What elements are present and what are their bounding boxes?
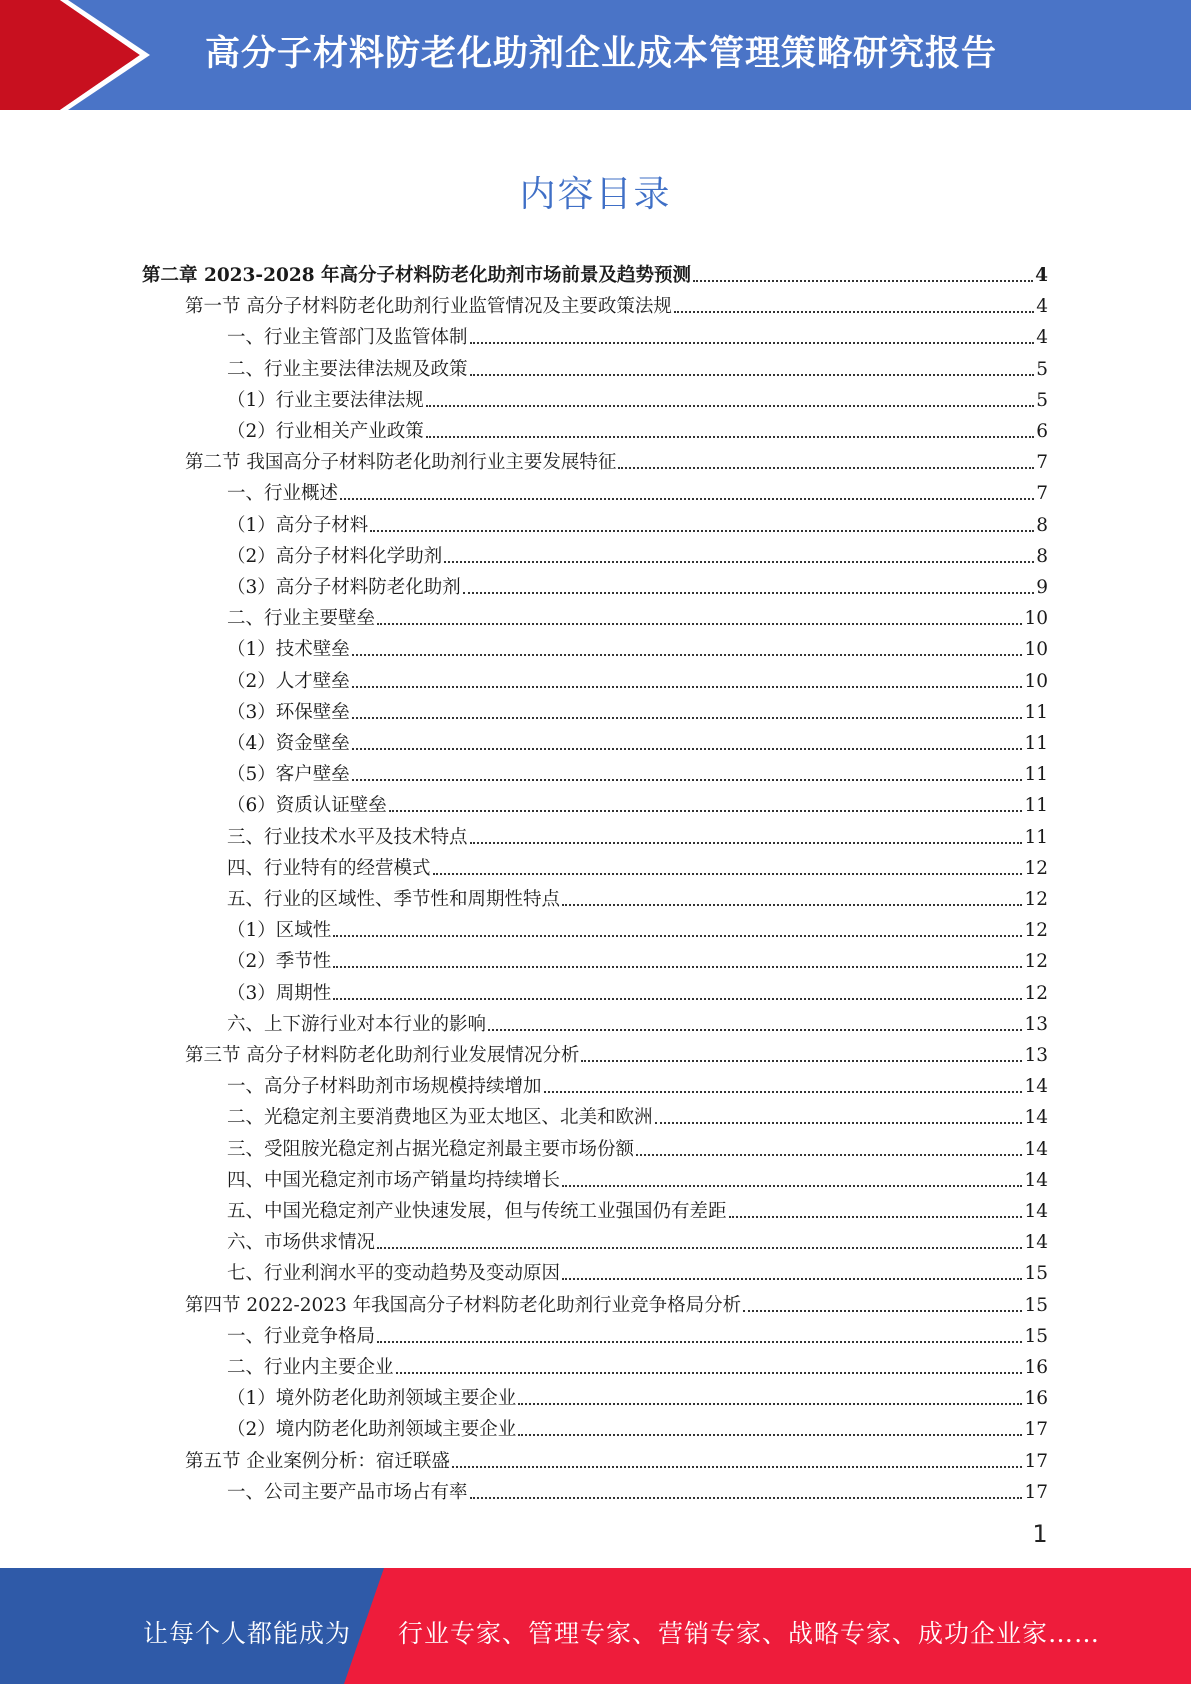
toc-entry-title: （2）境内防老化助剂领域主要企业 [227,1419,517,1441]
toc-entry-page: 9 [1036,577,1048,598]
toc-entry-title: 一、高分子材料助剂市场规模持续增加 [227,1076,542,1098]
report-title: 高分子材料防老化助剂企业成本管理策略研究报告 [205,34,998,74]
toc-entry-page: 7 [1036,483,1048,505]
toc-entry-title: 第二节 我国高分子材料防老化助剂行业主要发展特征 [185,452,617,474]
toc-entry[interactable] [227,880,1048,911]
toc-entry-title: （1）行业主要法律法规 [227,389,424,411]
toc-entry[interactable] [227,630,1048,661]
toc-entry[interactable] [227,693,1048,724]
toc-entry[interactable] [227,1130,1048,1161]
toc-entry-title: （3）高分子材料防老化助剂 [227,577,461,598]
toc-entry-page: 11 [1024,795,1048,817]
toc-entry[interactable] [227,818,1048,849]
toc-leader-dots [562,1277,1022,1280]
toc-leader-dots [377,1246,1022,1249]
toc-entry-page: 17 [1024,1450,1048,1472]
toc-entry-title: （2）季节性 [227,951,332,973]
toc-leader-dots [340,497,1034,500]
toc-leader-dots [389,809,1023,812]
toc-leader-dots [470,373,1035,376]
toc-entry-title: 五、中国光稳定剂产业快速发展，但与传统工业强国仍有差距 [227,1201,727,1222]
toc-leader-dots [655,1121,1023,1124]
toc-entry[interactable] [227,1098,1048,1129]
toc-entry-page: 14 [1024,1076,1048,1098]
toc-entry-page: 15 [1024,1294,1048,1316]
toc-leader-dots [333,997,1022,1000]
toc-entry-title: 五、行业的区域性、季节性和周期性特点 [227,889,561,910]
toc-entry[interactable] [142,256,1048,287]
toc-entry[interactable] [227,1473,1048,1504]
toc-entry-title: （5）客户壁垒 [227,764,350,786]
toc-entry-page: 14 [1024,1107,1048,1129]
toc-entry-title: （2）人才壁垒 [227,670,350,692]
footer-slogan-right: 行业专家、管理专家、营销专家、战略专家、成功企业家…… [398,1619,1101,1648]
toc-leader-dots [352,716,1023,719]
toc-entry-title: 一、行业竞争格局 [227,1325,376,1347]
toc-entry-page: 17 [1024,1419,1048,1441]
toc-entry-title: （1）区域性 [227,920,332,942]
toc-leader-dots [352,653,1023,656]
toc-entry-title: 第四节 2022-2023 年我国高分子材料防老化助剂行业竞争格局分析 [185,1294,742,1316]
toc-entry-page: 8 [1036,545,1048,567]
toc-entry[interactable] [185,1442,1048,1473]
toc-entry-page: 15 [1024,1263,1048,1285]
toc-entry-title: （1）境外防老化助剂领域主要企业 [227,1388,517,1410]
toc-entry-title: 三、行业技术水平及技术特点 [227,826,468,848]
toc-entry[interactable] [227,849,1048,880]
toc-entry-title: 二、行业主要法律法规及政策 [227,358,468,380]
toc-entry[interactable] [185,443,1048,474]
toc-entry-title: 四、行业特有的经营模式 [227,857,431,879]
toc-heading: 内容目录 [519,174,672,215]
toc-entry-title: （3）周期性 [227,982,332,1004]
toc-leader-dots [518,1433,1022,1436]
toc-leader-dots [352,778,1023,781]
toc-leader-dots [463,591,1034,594]
toc-entry[interactable] [227,412,1048,443]
toc-entry-page: 5 [1036,389,1048,411]
toc-entry-page: 10 [1024,670,1048,692]
toc-entry-title: （1）技术壁垒 [227,639,350,661]
toc-leader-dots [693,279,1033,282]
toc-leader-dots [333,965,1022,968]
toc-entry-page: 5 [1036,358,1048,380]
toc-entry-title: 七、行业利润水平的变动趋势及变动原因 [227,1263,561,1285]
toc-entry-title: 二、光稳定剂主要消费地区为亚太地区、北美和欧洲 [227,1107,653,1129]
toc-entry-page: 12 [1024,889,1048,910]
toc-entry[interactable] [227,318,1048,349]
toc-entry-page: 10 [1024,608,1048,630]
toc-entry-page: 11 [1024,826,1048,848]
toc-entry-page: 11 [1024,733,1048,754]
toc-entry-page: 17 [1024,1481,1048,1503]
toc-entry[interactable] [227,755,1048,786]
toc-leader-dots [518,1402,1022,1405]
toc-entry-title: （3）环保壁垒 [227,701,350,723]
toc-entry-title: 一、行业概述 [227,483,339,505]
toc-entry[interactable] [185,1286,1048,1317]
toc-entry[interactable] [227,474,1048,505]
toc-entry-page: 14 [1024,1201,1048,1222]
toc-entry-title: 第一节 高分子材料防老化助剂行业监管情况及主要政策法规 [185,296,672,318]
toc-leader-dots [470,841,1023,844]
toc-leader-dots [470,341,1035,344]
toc-entry[interactable] [227,1379,1048,1410]
toc-entry-title: 二、行业内主要企业 [227,1357,394,1378]
toc-leader-dots [544,1090,1023,1093]
toc-leader-dots [396,1371,1023,1374]
toc-leader-dots [562,903,1022,906]
toc-entry[interactable] [227,1317,1048,1348]
toc-leader-dots [581,1059,1022,1062]
toc-entry-page: 10 [1024,639,1048,661]
toc-leader-dots [352,747,1023,750]
toc-entry[interactable] [227,1161,1048,1192]
toc-leader-dots [352,685,1023,688]
toc-entry-title: （2）高分子材料化学助剂 [227,545,443,567]
toc-entry-page: 13 [1024,1045,1048,1066]
toc-leader-dots [433,872,1023,875]
page-number: 1 [1032,1520,1048,1548]
toc-entry-title: （6）资质认证壁垒 [227,795,387,817]
toc-entry[interactable] [185,1036,1048,1067]
toc-entry-title: （4）资金壁垒 [227,733,350,754]
toc-entry-title: 第五节 企业案例分析：宿迁联盛 [185,1450,450,1472]
toc-entry-title: 六、市场供求情况 [227,1232,376,1254]
toc-leader-dots [444,560,1034,563]
toc-leader-dots [729,1215,1023,1218]
toc-leader-dots [426,435,1034,438]
toc-entry-title: 四、中国光稳定剂市场产销量均持续增长 [227,1169,561,1191]
toc-entry-page: 16 [1024,1388,1048,1410]
toc-entry[interactable] [227,350,1048,381]
toc-entry[interactable] [227,942,1048,973]
toc-entry[interactable] [227,1067,1048,1098]
toc-entry-page: 11 [1024,701,1048,723]
toc-leader-dots [618,466,1034,469]
toc-entry[interactable] [227,599,1048,630]
toc-entry-page: 4 [1035,265,1048,286]
footer-band [0,1568,1191,1684]
toc-entry[interactable] [227,568,1048,599]
toc-entry-page: 12 [1024,920,1048,942]
toc-entry-page: 12 [1024,982,1048,1004]
toc-entry[interactable] [227,381,1048,412]
toc-leader-dots [674,310,1034,313]
toc-entry-page: 12 [1024,951,1048,973]
toc-entry-title: （1）高分子材料 [227,514,369,536]
header-band [0,0,1191,110]
red-chevron-decoration [0,0,160,110]
toc-entry-page: 12 [1024,857,1048,879]
toc-leader-dots [743,1309,1022,1312]
toc-entry-title: 第三节 高分子材料防老化助剂行业发展情况分析 [185,1045,580,1066]
toc-entry[interactable] [227,1254,1048,1285]
toc-entry-page: 14 [1024,1232,1048,1254]
toc-leader-dots [333,934,1022,937]
toc-entry[interactable] [227,1348,1048,1379]
toc-entry-title: （2）行业相关产业政策 [227,421,424,442]
toc-entry-page: 14 [1024,1169,1048,1191]
toc-leader-dots [377,1340,1022,1343]
toc-entry[interactable] [185,287,1048,318]
toc-entry-title: 三、受阻胺光稳定剂占据光稳定剂最主要市场份额 [227,1138,635,1160]
toc-entry-page: 6 [1036,421,1048,442]
toc-entry[interactable] [227,662,1048,693]
toc-leader-dots [452,1465,1023,1468]
footer-slogan-left: 让每个人都能成为 [143,1619,352,1648]
toc-entry[interactable] [227,506,1048,537]
toc-leader-dots [426,404,1034,407]
toc-entry-page: 14 [1024,1138,1048,1160]
toc-entry-page: 13 [1024,1013,1048,1035]
toc-leader-dots [488,1028,1022,1031]
toc-entry-title: 第二章 2023-2028 年高分子材料防老化助剂市场前景及趋势预测 [142,265,692,286]
toc-leader-dots [562,1184,1022,1187]
toc-entry[interactable] [227,1192,1048,1223]
toc-leader-dots [370,529,1034,532]
toc-entry-page: 4 [1036,327,1048,349]
toc-entry-page: 15 [1024,1325,1048,1347]
toc-entry-title: 二、行业主要壁垒 [227,608,376,630]
toc-entry-title: 一、公司主要产品市场占有率 [227,1481,468,1503]
toc-entry-title: 一、行业主管部门及监管体制 [227,327,468,349]
toc-leader-dots [470,1496,1023,1499]
toc-entry-page: 11 [1024,764,1048,786]
toc-leader-dots [636,1153,1022,1156]
toc-entry[interactable] [227,974,1048,1005]
toc-leader-dots [377,622,1022,625]
toc-entry-page: 7 [1036,452,1048,474]
toc-entry[interactable] [227,1410,1048,1441]
toc-entry[interactable] [227,537,1048,568]
toc-entry-page: 8 [1036,514,1048,536]
toc-entry-page: 4 [1036,296,1048,318]
toc-entry-page: 16 [1024,1357,1048,1378]
toc-entry[interactable] [227,786,1048,817]
toc-entry[interactable] [227,911,1048,942]
toc-entry[interactable] [227,1223,1048,1254]
toc-entry[interactable] [227,724,1048,755]
toc-entry-title: 六、上下游行业对本行业的影响 [227,1013,487,1035]
toc-entry[interactable] [227,1005,1048,1036]
